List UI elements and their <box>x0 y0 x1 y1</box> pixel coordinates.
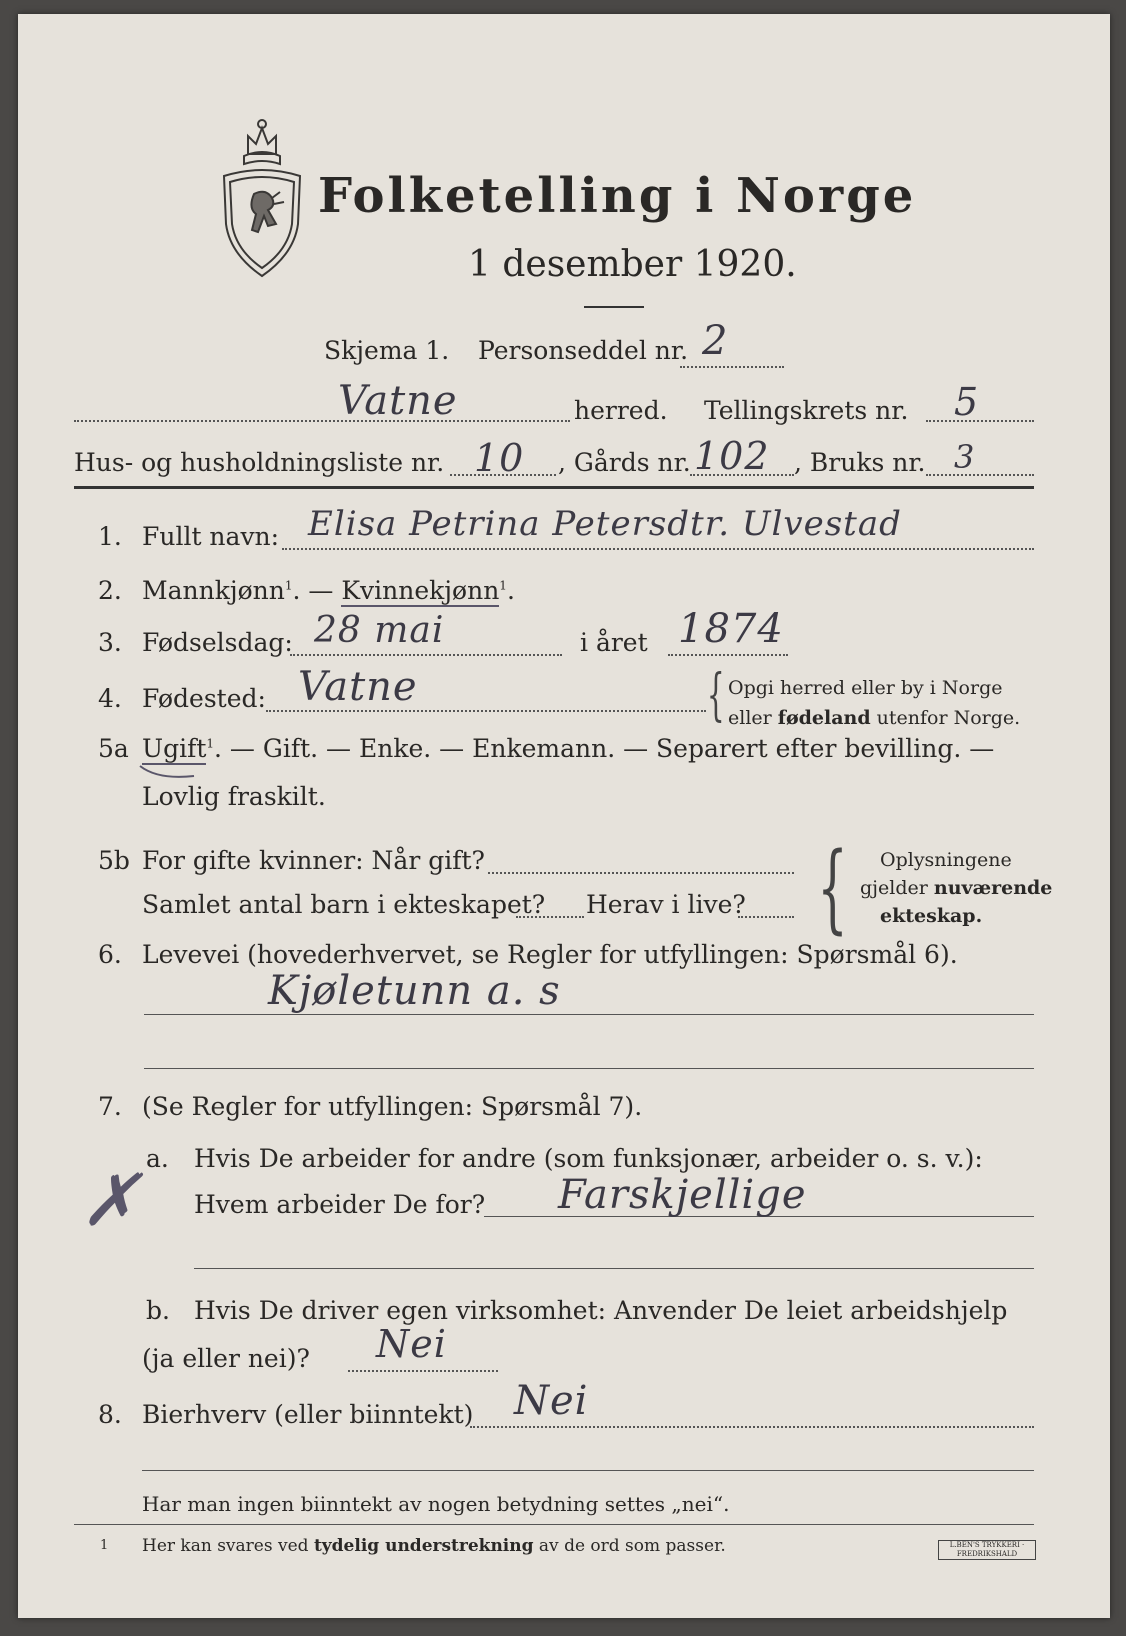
bruks-label: , Bruks nr. <box>794 448 926 477</box>
q6-label: Levevei (hovederhvervet, se Regler for utfyllingen: Spørsmål 6). <box>142 940 958 969</box>
census-form-page <box>18 14 1110 1618</box>
q5b-number: 5b <box>98 846 130 875</box>
husholdningsliste-label: Hus- og husholdningsliste nr. <box>74 448 445 477</box>
q8-number: 8. <box>98 1400 122 1429</box>
fodselsdag-line <box>290 654 562 656</box>
barn-line <box>516 916 584 918</box>
personseddel-line <box>680 366 784 368</box>
q3-number: 3. <box>98 628 122 657</box>
husholdningsliste-value[interactable]: 10 <box>474 436 525 480</box>
footnote-text: Her kan svares ved tydelig understrekning av de ord som passer. <box>142 1536 726 1556</box>
arbeidshjelp-value[interactable]: Nei <box>376 1322 447 1366</box>
form-title: Folketelling i Norge <box>318 168 917 224</box>
q3-label: Fødselsdag: <box>142 628 293 657</box>
gifte-note-1: Oplysningene <box>880 849 1012 871</box>
q2-options: Mannkjønn$^1$. — Kvinnekjønn$^1$. <box>142 576 515 605</box>
title-divider <box>584 306 644 308</box>
q5a-options: Ugift$^1$. — Gift. — Enke. — Enkemann. — Separert efter bevilling. — <box>142 734 995 763</box>
q7-label: (Se Regler for utfyllingen: Spørsmål 7). <box>142 1092 643 1121</box>
q1-number: 1. <box>98 522 122 551</box>
tellingskrets-label: Tellingskrets nr. <box>704 396 909 425</box>
printer-stamp: L.BEN'S TRYKKERI · FREDRIKSHALD <box>938 1540 1036 1560</box>
aaret-label: i året <box>580 628 648 657</box>
arbeider-for-line-2 <box>194 1268 1034 1269</box>
q6-number: 6. <box>98 940 122 969</box>
tellingskrets-value[interactable]: 5 <box>954 380 980 424</box>
q8-label: Bierhverv (eller biinntekt) <box>142 1400 474 1429</box>
herred-line <box>74 420 570 422</box>
gifte-note-3: ekteskap. <box>880 905 983 927</box>
levevei-line-1 <box>144 1014 1034 1015</box>
barn-label: Samlet antal barn i ekteskapet? <box>142 890 546 919</box>
bierhverv-value[interactable]: Nei <box>514 1378 589 1424</box>
arbeidshjelp-line <box>348 1370 498 1372</box>
aaret-line <box>668 654 788 656</box>
naar-gift-label: For gifte kvinner: Når gift? <box>142 846 485 875</box>
gifte-brace: { <box>817 832 848 944</box>
gifte-note-2: gjelder nuværende <box>860 877 1053 899</box>
bierhverv-line <box>470 1426 1034 1428</box>
ugift-underline-mark <box>138 762 198 782</box>
biinntekt-note: Har man ingen biinntekt av nogen betydning settes „nei“. <box>142 1492 730 1516</box>
fodested-value[interactable]: Vatne <box>298 664 418 710</box>
aaret-value[interactable]: 1874 <box>678 606 784 652</box>
herred-value[interactable]: Vatne <box>338 378 458 424</box>
margin-cross-mark: ✗ <box>80 1158 142 1242</box>
fodselsdag-value[interactable]: 28 mai <box>314 610 445 651</box>
tellingskrets-line <box>926 420 1034 422</box>
header-separator <box>74 486 1034 489</box>
gards-value[interactable]: 102 <box>694 434 770 478</box>
arbeider-for-value[interactable]: Farskjellige <box>558 1172 807 1218</box>
herred-label: herred. <box>574 396 668 425</box>
q7b-number: b. <box>146 1296 170 1325</box>
footer-separator <box>74 1524 1034 1525</box>
q1-line <box>282 548 1034 550</box>
levevei-line-2 <box>144 1068 1034 1069</box>
ugift-option[interactable]: Ugift <box>142 734 207 763</box>
personseddel-value[interactable]: 2 <box>702 318 729 364</box>
q7a-label-2: Hvem arbeider De for? <box>194 1190 486 1219</box>
herav-label: Herav i live? <box>586 890 746 919</box>
mannkjonn-option[interactable]: Mannkjønn <box>142 576 285 605</box>
q7b-label: Hvis De driver egen virksomhet: Anvender De leiet arbeidshjelp <box>194 1296 1008 1325</box>
naar-gift-line <box>488 872 794 874</box>
fodested-note-1: Opgi herred eller by i Norge <box>728 677 1003 699</box>
q2-number: 2. <box>98 576 122 605</box>
q7a-label: Hvis De arbeider for andre (som funksjonær, arbeider o. s. v.): <box>194 1144 983 1173</box>
fodested-line <box>266 710 706 712</box>
footnote-number: 1 <box>100 1538 109 1553</box>
gards-label: , Gårds nr. <box>558 448 691 477</box>
q7b-label-2: (ja eller nei)? <box>142 1344 310 1373</box>
census-date: 1 desember 1920. <box>468 244 797 285</box>
q7-number: 7. <box>98 1092 122 1121</box>
levevei-value[interactable]: Kjøletunn a. s <box>268 968 561 1014</box>
lovlig-fraskilt-option[interactable]: Lovlig fraskilt. <box>142 782 326 811</box>
herav-line <box>738 916 794 918</box>
skjema-label: Skjema 1. <box>324 336 450 365</box>
kvinnekjonn-option[interactable]: Kvinnekjønn <box>341 576 500 605</box>
q4-number: 4. <box>98 684 122 713</box>
q5a-number: 5a <box>98 734 129 763</box>
q1-label: Fullt navn: <box>142 522 280 551</box>
fodested-note-2: eller fødeland utenfor Norge. <box>728 707 1021 729</box>
bruks-line <box>926 474 1034 476</box>
bierhverv-line-2 <box>142 1470 1034 1471</box>
full-name-value[interactable]: Elisa Petrina Petersdtr. Ulvestad <box>308 504 902 544</box>
q7a-number: a. <box>146 1144 169 1173</box>
q4-label: Fødested: <box>142 684 266 713</box>
sivilstand-options[interactable]: . — Gift. — Enke. — Enkemann. — Separert efter bevilling. — <box>214 734 995 763</box>
bruks-value[interactable]: 3 <box>954 438 976 476</box>
norway-coat-of-arms-icon <box>214 114 310 284</box>
personseddel-label: Personseddel nr. <box>478 336 689 365</box>
fodested-brace: { <box>706 663 725 728</box>
